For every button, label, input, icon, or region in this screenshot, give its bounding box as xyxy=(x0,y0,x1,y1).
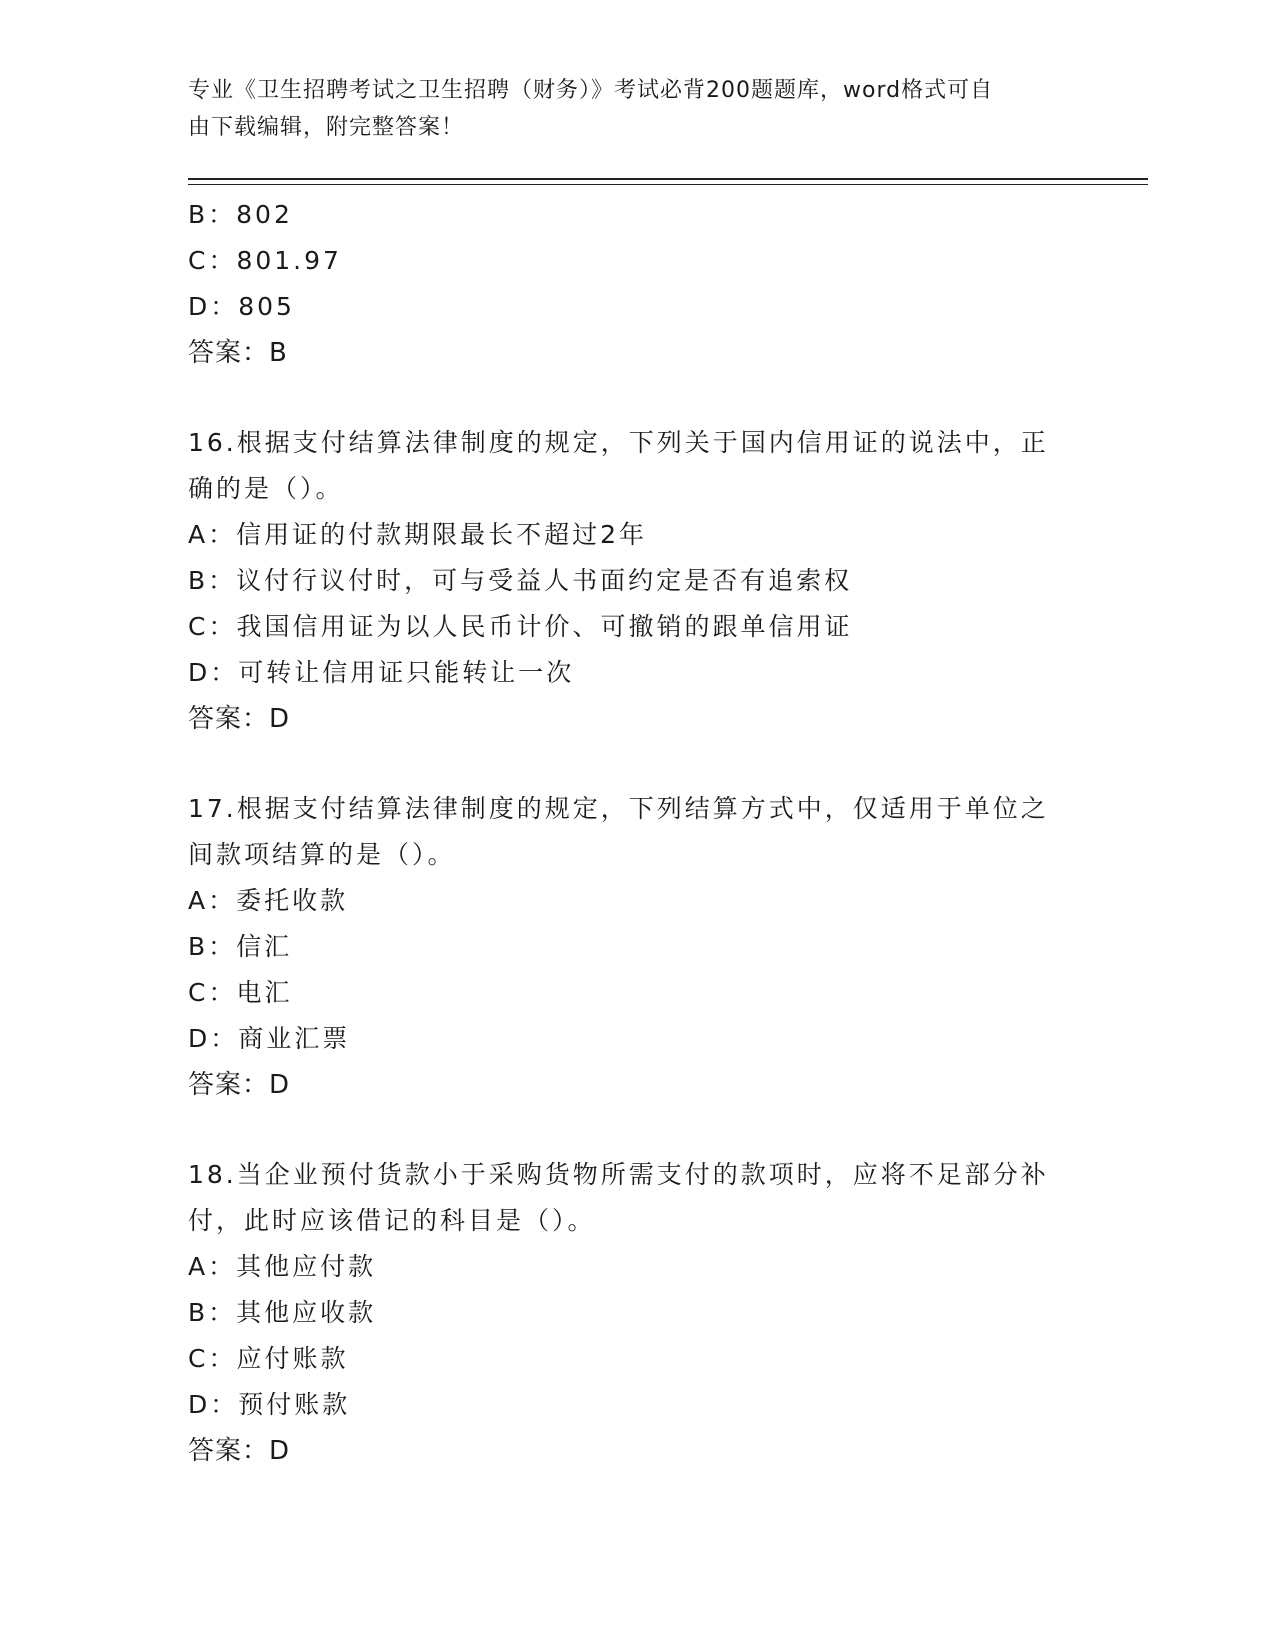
answer-line: 答案：D xyxy=(188,704,291,734)
question-18 xyxy=(188,1152,1088,1474)
option-a: A：其他应付款 xyxy=(188,1252,377,1281)
option-b: B：信汇 xyxy=(188,932,293,961)
option-d: D：商业汇票 xyxy=(188,1024,351,1053)
header-divider-thin xyxy=(188,184,1148,185)
option-d: D：预付账款 xyxy=(188,1390,351,1419)
question-17 xyxy=(188,786,1088,1108)
question-16 xyxy=(188,420,1088,742)
answer-line: 答案：D xyxy=(188,1070,291,1100)
option-b: B：议付行议付时，可与受益人书面约定是否有追索权 xyxy=(188,566,853,595)
header-line-2: 由下载编辑，附完整答案！ xyxy=(188,115,465,140)
question-stem-line-1: 17.根据支付结算法律制度的规定，下列结算方式中，仅适用于单位之 xyxy=(188,794,1049,823)
question-stem-line-2: 付，此时应该借记的科目是（）。 xyxy=(188,1206,596,1235)
option-d: D：可转让信用证只能转让一次 xyxy=(188,658,575,687)
question-stem-line-2: 间款项结算的是（）。 xyxy=(188,840,456,869)
answer-line: 答案：D xyxy=(188,1436,291,1466)
option-c: C：我国信用证为以人民币计价、可撤销的跟单信用证 xyxy=(188,612,853,641)
option-a: A：信用证的付款期限最长不超过2年 xyxy=(188,520,648,549)
header-divider-thick xyxy=(188,178,1148,180)
question-stem-line-1: 16.根据支付结算法律制度的规定，下列关于国内信用证的说法中，正 xyxy=(188,428,1049,457)
answer-line: 答案：B xyxy=(188,338,288,368)
option-b: B：802 xyxy=(188,200,293,229)
previous-question-tail xyxy=(188,192,1088,376)
question-stem xyxy=(188,1152,1068,1244)
question-stem-line-1: 18.当企业预付货款小于采购货物所需支付的款项时，应将不足部分补 xyxy=(188,1160,1049,1189)
option-b: B：其他应收款 xyxy=(188,1298,377,1327)
question-stem xyxy=(188,420,1068,512)
option-a: A：委托收款 xyxy=(188,886,349,915)
option-c: C：电汇 xyxy=(188,978,293,1007)
question-stem-line-2: 确的是（）。 xyxy=(188,474,344,503)
document-header xyxy=(188,72,1068,146)
question-stem xyxy=(188,786,1068,878)
option-c: C：应付账款 xyxy=(188,1344,349,1373)
question-list xyxy=(188,192,1088,1474)
option-c: C：801.97 xyxy=(188,246,342,275)
option-d: D：805 xyxy=(188,292,295,321)
header-line-1: 专业《卫生招聘考试之卫生招聘（财务）》考试必背200题题库，word格式可自 xyxy=(188,78,994,103)
